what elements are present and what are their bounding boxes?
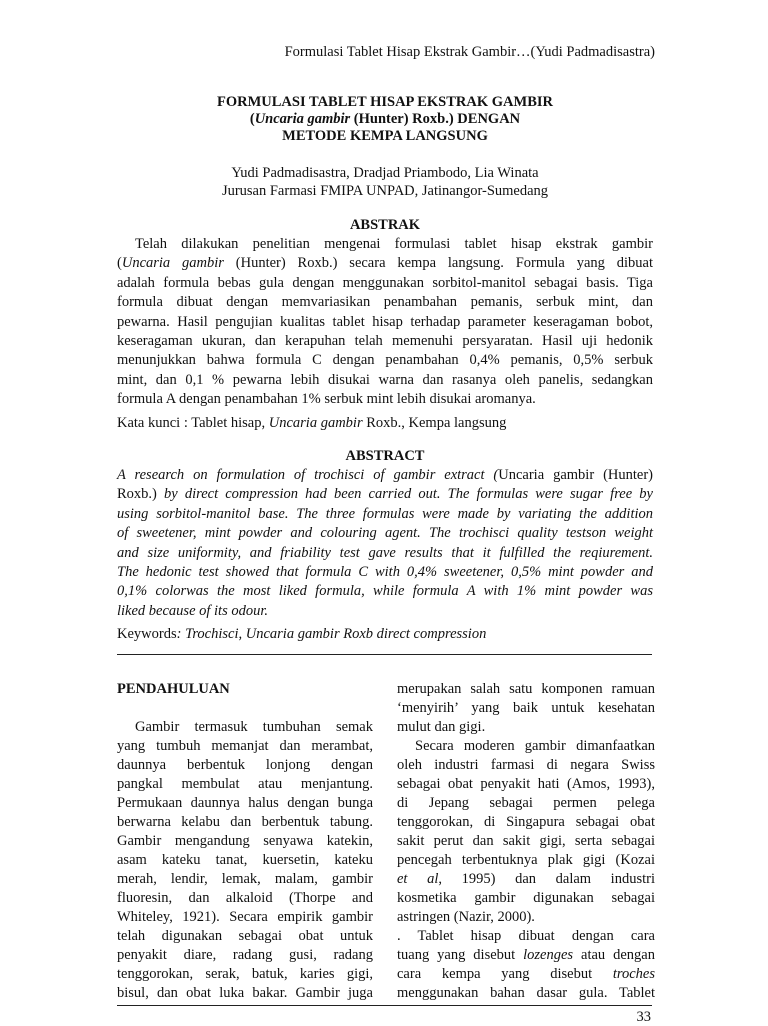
abstrak-line: Telah dilakukan penelitian mengenai formulasi tablet hisap ekstrak gambir [135,236,653,252]
body-line: tenggorokan, di Singapura sebagai obat [397,814,655,830]
abstrak-line: (Uncaria gambir (Hunter) Roxb.) secara kempa langsung. Formula yang dibuat [117,255,653,272]
title-paren: ( [249,111,255,127]
body-line: tenggorokan, serak, batuk, karies gigi, [117,966,373,982]
body-line: asam kateku tanat, kuersetin, kateku [117,852,373,868]
body-line: di Jepang sebagai permen pelega [397,795,655,811]
abstrak-line: formula A dengan penambahan 1% serbuk mint lebih disukai aromanya. [117,391,536,408]
body-line: Gambir mengandung senyawa katekin, [117,833,373,849]
body-line-rest: 1995) dan dalam industri [461,871,655,887]
body-line: pangkal membulat atau menjantung. [117,776,373,792]
keywords-rest: : Trochisci, Uncaria gambir Roxb direct compression [176,626,487,642]
abstract-line-2a: Roxb.) [117,486,157,503]
abstract-line: using sorbitol-manitol base. The three formulas were made by variating the addition [117,505,653,522]
abstract-line-2b: by direct compression had been carried out. The formulas were sugar free by [156,486,653,503]
body-line: bisul, dan obat luka bakar. Gambir juga [117,985,373,1001]
abstrak-body [117,235,653,410]
body-line-end: atau dengan [573,947,655,963]
kata-kunci-label: Kata kunci : Tablet hisap, [117,415,269,431]
column-left [117,680,373,1003]
body-line: merupakan salah satu komponen ramuan [397,681,655,697]
abstrak-line: mint, dan 0,1 % pewarna lebih disukai warna dan rasanya oleh panelis, sedangkan [117,371,653,388]
body-line: fluoresin, dan alkaloid (Thorpe and [117,890,373,906]
abstract-authority: Hunter) [607,467,653,483]
abstract-line: and size uniformity, and friability test gave results that it fulfilled the reqiurement. [117,544,653,561]
body-line: mulut dan gigi. [397,719,486,735]
author-affiliation: Jurusan Farmasi FMIPA UNPAD, Jatinangor-Sumedang [221,183,549,199]
body-line: berwarna kelabu dan berbentuk tabung. [117,814,373,830]
body-line-start: tuang yang disebut [397,947,524,963]
keywords-label: Keywords [117,626,177,642]
title-line-3: METODE KEMPA LANGSUNG [282,128,488,144]
title-line-2-rest: (Hunter) Roxb.) DENGAN [350,111,521,127]
body-line [397,965,655,984]
keywords [117,625,653,644]
body-line: pencegah terbentuknya plak gigi (Kozai [397,852,655,868]
abstract-line-1a: A research on formulation of trochisci of gambir extract ( [117,467,499,483]
abstract-species: Uncaria gambir ( [498,467,608,483]
author-names: Yudi Padmadisastra, Dradjad Priambodo, Lia Winata [231,165,539,181]
title-line-2 [117,111,653,128]
abstrak-line: keseragaman ukuran, dan kerapuhan telah memenuhi persyaratan. Hasil uji hedonik [117,333,653,350]
body-line: kosmetika gambir digunakan sebagai [397,890,655,906]
abstrak-species: Uncaria gambir [121,255,224,272]
abstrak-authority: (Hunter) Roxb.) [235,255,338,272]
abstract-line: of sweetener, mint powder and colouring agent. The trochisci quality testson weight [117,525,653,542]
body-line: yang tumbuh memanjat dan merambat, [117,738,373,754]
body-line: et al, 1995) dan dalam industri [397,871,655,887]
title-species: Uncaria gambir [254,111,351,127]
footer-rule [117,1005,652,1006]
body-line [397,946,655,965]
abstrak-heading: ABSTRAK [349,217,421,233]
abstract-body [117,466,653,621]
body-line: telah digunakan sebagai obat untuk [117,928,373,944]
abstrak-line: menunjukkan bahwa formula C dengan penambahan 0,4% pemanis, 0,5% serbuk [117,352,653,369]
abstract-line: 0,1% colorwas the most liked formula, while formula A with 1% mint powder was [117,583,653,600]
kata-kunci [117,414,653,433]
abstrak-line: formula dibuat dengan memvariasikan penambahan pemanis, serbuk mint, dan [117,294,653,311]
body-line: Secara moderen gambir dimanfaatkan [415,738,655,754]
kata-kunci-species: Uncaria gambir [268,415,363,431]
section-divider [117,654,652,655]
page-number: 33 [636,1009,651,1025]
troches-term: troches [612,966,656,982]
running-head: Formulasi Tablet Hisap Ekstrak Gambir…(Yudi Padmadisastra) [284,44,655,60]
abstract-line [117,466,653,485]
abstrak-line: pewarna. Hasil pengujian kualitas tablet hisap terhadap parameter keseragaman bobot, [117,313,653,330]
body-line: Gambir termasuk tumbuhan semak [135,719,373,735]
body-line: daunnya berbentuk lonjong dengan [117,757,373,773]
paper-title [117,94,653,145]
body-line: Whiteley, 1921). Secara empirik gambir [117,909,373,925]
et-al: et al [397,871,439,887]
body-line: menggunakan bahan dasar gula. Tablet [397,985,655,1001]
lozenges-term: lozenges [523,947,574,963]
body-line: Permukaan daunnya halus dengan bunga [117,795,373,811]
body-line: sakit perut dan sakit gigi, serta sebagai [397,833,655,849]
abstract-line [117,485,653,504]
body-line: sebagai obat penyakit hati (Amos, 1993), [397,776,655,792]
author-block [117,164,653,200]
abstrak-line: adalah formula bebas gula dengan menggunakan sorbitol-manitol sebagai basis. Tiga [117,274,653,291]
body-line: oleh industri farmasi di negara Swiss [397,757,655,773]
abstract-line: liked because of its odour. [117,602,269,619]
body-line: astringen (Nazir, 2000). [397,909,535,925]
abstrak-line-2-rest: secara kempa langsung. Formula yang dibuat [349,255,653,272]
pendahuluan-heading: PENDAHULUAN [117,681,230,697]
body-line: . Tablet hisap dibuat dengan cara [397,928,655,944]
title-line-1: FORMULASI TABLET HISAP EKSTRAK GAMBIR [217,94,553,110]
abstract-heading: ABSTRACT [345,448,425,464]
kata-kunci-rest: Roxb., Kempa langsung [362,415,507,431]
body-line: merah, lendir, lemak, malam, gambir [117,871,373,887]
abstract-line: The hedonic test showed that formula C with 0,4% sweetener, 0,5% mint powder and [117,564,653,581]
column-right [397,680,655,1003]
body-line-start: cara kempa yang disebut [397,966,593,982]
body-line: ‘menyirih’ yang baik untuk kesehatan [397,700,655,716]
body-line: penyakit diare, radang gusi, radang [117,947,373,963]
